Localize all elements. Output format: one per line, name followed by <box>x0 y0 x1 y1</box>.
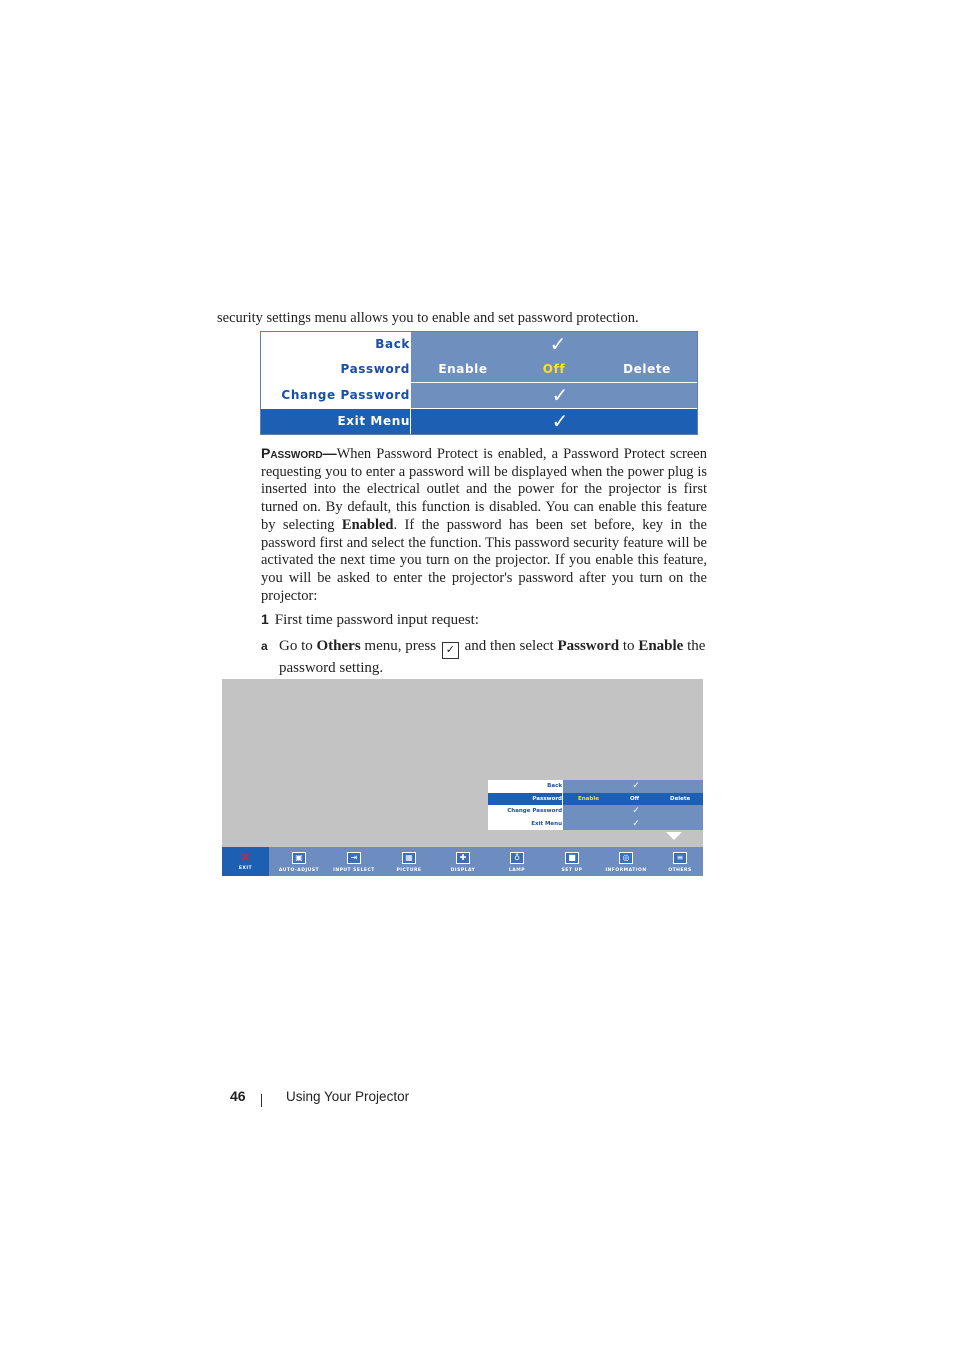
osd-toolbar <box>222 847 703 876</box>
picture-icon: ▦ <box>402 852 416 864</box>
checkmark-key-icon: ✓ <box>442 642 459 659</box>
toolbar-information[interactable]: ◎ INFORMATION <box>605 853 647 873</box>
menu-row-exit-menu[interactable] <box>261 409 697 434</box>
check-icon: ✓ <box>632 781 640 791</box>
input-select-icon: ⇥ <box>347 852 361 864</box>
setup-icon: ■ <box>565 852 579 864</box>
toolbar-display[interactable]: ✚ DISPLAY <box>450 853 476 873</box>
lamp-icon: ♁ <box>510 852 524 864</box>
footer-title: Using Your Projector <box>286 1089 410 1104</box>
osd-row-change-password[interactable]: Change Password ✓ <box>488 805 703 818</box>
menu-row-back[interactable] <box>261 332 697 357</box>
check-icon: ✓ <box>551 409 569 433</box>
close-icon: ✕ <box>239 850 252 866</box>
step-a: a Go to Others menu, press ✓ and then select Password to Enable the password setting. <box>261 638 706 676</box>
auto-adjust-icon: ▣ <box>292 852 306 864</box>
menu-row-change-password[interactable] <box>261 383 697 408</box>
step-number: 1 <box>261 611 269 627</box>
osd-screenshot <box>222 679 703 876</box>
toolbar-others[interactable]: ≡ OTHERS <box>668 853 692 873</box>
intro-text: security settings menu allows you to enable and set password protection. <box>217 310 639 326</box>
check-icon: ✓ <box>632 818 640 829</box>
osd-row-password[interactable]: Password Enable Off Delete <box>488 793 703 806</box>
page-number: 46 <box>230 1088 246 1104</box>
toolbar-auto-adjust[interactable]: ▣ AUTO-ADJUST <box>278 853 320 873</box>
scroll-down-arrow-icon[interactable] <box>666 832 682 840</box>
menu-label-exit-menu: Exit Menu <box>261 409 410 434</box>
osd-row-back[interactable]: Back ✓ <box>488 780 703 793</box>
toolbar-exit[interactable]: ✕ EXIT <box>222 847 269 876</box>
security-menu <box>260 331 698 435</box>
osd-row-exit-menu[interactable]: Exit Menu ✓ <box>488 818 703 831</box>
check-icon: ✓ <box>551 383 569 407</box>
toolbar-input-select[interactable]: ⇥ INPUT SELECT <box>333 853 375 873</box>
check-icon: ✓ <box>549 332 567 356</box>
toolbar-picture[interactable]: ▦ PICTURE <box>396 853 422 873</box>
menu-row-password[interactable] <box>261 357 697 382</box>
menu-label-password: Password <box>340 362 410 376</box>
option-enable[interactable]: Enable <box>438 362 488 376</box>
menu-label-back: Back <box>375 337 410 351</box>
option-off[interactable]: Off <box>542 362 566 376</box>
toolbar-set-up[interactable]: ■ SET UP <box>561 853 583 873</box>
footer-divider <box>261 1094 262 1107</box>
step-1: 1 First time password input request: <box>261 611 479 628</box>
toolbar-lamp[interactable]: ♁ LAMP <box>508 853 526 873</box>
step-letter: a <box>261 639 268 653</box>
menu-label-change-password: Change Password <box>281 388 410 402</box>
others-icon: ≡ <box>673 852 687 864</box>
information-icon: ◎ <box>619 852 633 864</box>
password-description: Password—When Password Protect is enabled, a Password Protect screen requesting you to enter a password will be displayed when the power plug is inserted into the electrical outlet and the power for the projector is first turned on. By default, this function is disabled. You can enable this feature by selecting Enabled. If the password has been set before, key in the password first and select the function. This password security feature will be activated the next time you turn on the projector. If you enable this feature, you will be asked to enter the projector's password after you turn on the projector: <box>261 445 707 604</box>
check-icon: ✓ <box>632 806 640 816</box>
option-delete[interactable]: Delete <box>623 362 671 376</box>
osd-security-menu <box>488 780 703 830</box>
password-heading: Password <box>261 445 323 461</box>
display-icon: ✚ <box>456 852 470 864</box>
